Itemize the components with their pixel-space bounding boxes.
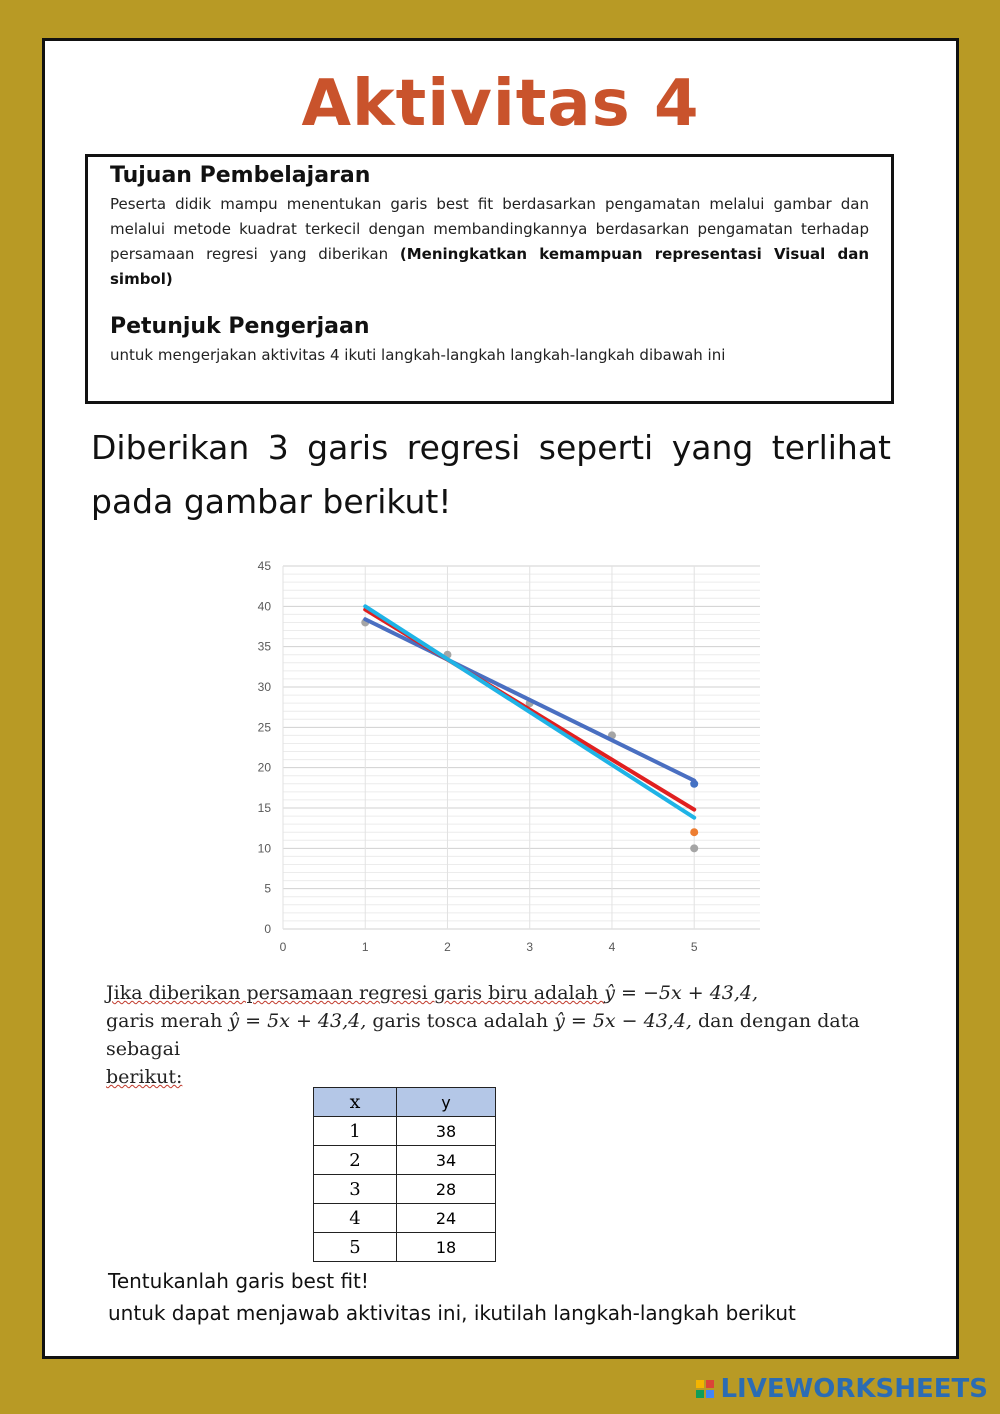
y-tick-label: 10	[257, 841, 271, 856]
y-tick-label: 40	[257, 599, 271, 614]
equation-line-2: garis merah ŷ = 5x + 43,4, garis tosca adalah ŷ = 5x − 43,4, dan dengan data sebagai	[106, 1010, 860, 1060]
cell-y: 28	[397, 1175, 496, 1204]
worksheet-page	[42, 38, 959, 1359]
tujuan-bold-text: (Meningkatkan kemampuan representasi Visual dan simbol)	[110, 245, 869, 288]
equation-line-1: Jika diberikan persamaan regresi garis biru adalah ŷ = −5x + 43,4,	[106, 982, 759, 1004]
cell-y: 24	[397, 1204, 496, 1233]
liveworksheets-logo-icon	[696, 1380, 714, 1398]
table-row	[314, 1117, 496, 1146]
x-tick-label: 5	[690, 940, 698, 954]
y-tick-label: 25	[257, 720, 271, 735]
brand-name: LIVEWORKSHEETS	[720, 1374, 988, 1404]
table-row	[314, 1233, 496, 1262]
petunjuk-text: untuk mengerjakan aktivitas 4 ikuti langkah-langkah langkah-langkah dibawah ini	[110, 346, 726, 364]
petunjuk-heading: Petunjuk Pengerjaan	[110, 314, 370, 339]
data-point	[690, 844, 698, 852]
cell-y: 34	[397, 1146, 496, 1175]
regression-chart	[245, 556, 775, 961]
cell-x: 2	[314, 1146, 397, 1175]
intro-text: Diberikan 3 garis regresi seperti yang terlihat pada gambar berikut!	[91, 428, 891, 521]
red-line-equation: ŷ = 5x + 43,4,	[228, 1010, 367, 1032]
y-tick-label: 45	[257, 559, 271, 573]
blue-line-equation: ŷ = −5x + 43,4,	[604, 982, 759, 1004]
header-y: y	[397, 1088, 496, 1117]
learning-info-box	[85, 154, 894, 404]
cell-y: 38	[397, 1117, 496, 1146]
y-tick-label: 5	[264, 881, 271, 896]
x-tick-label: 1	[361, 940, 369, 954]
footer-line-2: untuk dapat menjawab aktivitas ini, ikutilah langkah-langkah berikut	[108, 1301, 796, 1325]
table-header-row	[314, 1088, 496, 1117]
cell-x: 3	[314, 1175, 397, 1204]
page-title: Aktivitas 4	[301, 67, 700, 141]
footer-instructions	[108, 1265, 796, 1329]
liveworksheets-logo	[696, 1374, 988, 1404]
table-row	[314, 1146, 496, 1175]
equation-line-3: berikut:	[106, 1066, 183, 1088]
tujuan-text: Peserta didik mampu menentukan garis best fit berdasarkan pengamatan melalui gambar dan melalui metode kuadrat terkecil dengan membandingkannya berdasarkan pengamatan terhadap persamaan regresi yang diberikan (Meningkatkan kemampuan representasi Visual dan simbol)	[110, 195, 869, 288]
y-tick-label: 35	[257, 639, 271, 654]
y-tick-label: 20	[257, 760, 271, 775]
footer-line-1: Tentukanlah garis best fit!	[108, 1269, 369, 1293]
header-x: x	[314, 1088, 397, 1117]
equation-text	[106, 979, 936, 1091]
tosca-line-equation: ŷ = 5x − 43,4,	[554, 1010, 692, 1032]
table-row	[314, 1204, 496, 1233]
x-tick-label: 3	[526, 940, 534, 954]
data-table	[313, 1087, 496, 1262]
table-row	[314, 1175, 496, 1204]
y-tick-label: 15	[257, 801, 271, 815]
cell-x: 5	[314, 1233, 397, 1262]
x-tick-label: 0	[279, 940, 287, 954]
x-tick-label: 2	[444, 940, 451, 954]
cell-y: 18	[397, 1233, 496, 1262]
cell-x: 4	[314, 1204, 397, 1233]
data-point	[690, 828, 698, 836]
y-tick-label: 30	[257, 680, 271, 694]
y-tick-label: 0	[264, 922, 271, 936]
tujuan-heading: Tujuan Pembelajaran	[110, 163, 371, 188]
x-tick-label: 4	[608, 940, 616, 954]
cell-x: 1	[314, 1117, 397, 1146]
